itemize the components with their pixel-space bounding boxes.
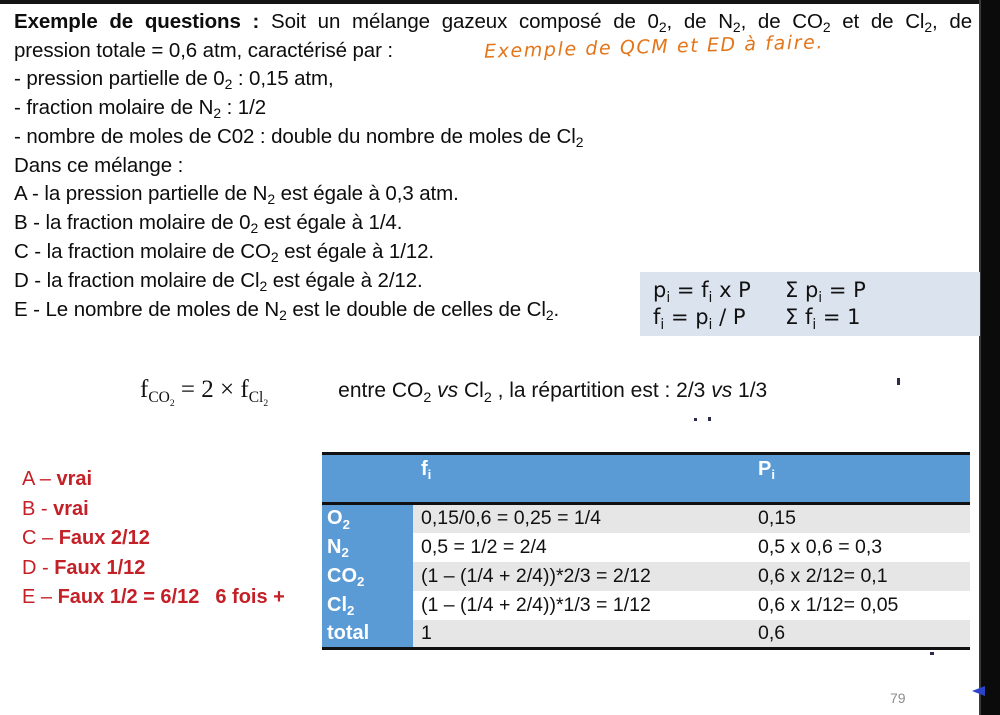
answer-item-d: D - Faux 1/12	[22, 556, 146, 579]
statement-line-6: Dans ce mélange :	[14, 154, 184, 177]
equation-fco2-equals-2-fcl2: $f_{CO_2} = 2 \times f_{Cl_2}$	[140, 376, 269, 409]
statement-line-4: - fraction molaire de $N_2$ : 1/2	[14, 96, 267, 122]
option-e: E - Le nombre de moles de $N_2$ est le double de celles de $Cl_2$.	[14, 298, 560, 324]
answer-item-b: B - vrai	[22, 497, 89, 520]
formula-pi-equals-fi-p: $p_i = f_i$ x P	[653, 278, 751, 306]
table-row	[322, 533, 970, 562]
cell-species: $O_2$	[322, 504, 413, 533]
cell-species: $N_2$	[322, 533, 413, 562]
page-number: 79	[890, 690, 906, 706]
formula-row-1	[653, 278, 866, 306]
cell-fi: 0,5 = 1/2 = 2/4	[413, 533, 750, 562]
answer-item-c: C – Faux 2/12	[22, 527, 150, 549]
statement-line-3: - pression partielle de $0_2$ : 0,15 atm,	[14, 67, 334, 93]
table-row	[322, 620, 970, 649]
table-row	[322, 562, 970, 591]
column-header-species	[322, 454, 413, 504]
statement-lead: Exemple de questions :	[14, 10, 260, 33]
handwritten-annotation: Exemple de QCM et ED à faire.	[483, 31, 825, 63]
option-d: D - la fraction molaire de $Cl_2$ est égale à 2/12.	[14, 269, 423, 295]
cell-species: $CO_2$	[322, 562, 413, 591]
option-c: C - la fraction molaire de $CO_2$ est égale à 1/12.	[14, 240, 434, 266]
answer-item-a: A – vrai	[22, 468, 93, 490]
statement-line-1: Exemple de questions : Soit un mélange gazeux composé de $0_2$, de $N_2$, de $CO_2$ et de $Cl_2$, de	[14, 10, 972, 36]
table-header-row	[322, 454, 970, 504]
option-b: B - la fraction molaire de $0_2$ est égale à 1/4.	[14, 211, 403, 237]
cell-fi: 1	[413, 620, 750, 649]
formula-box	[640, 272, 980, 336]
cursor-arrow-icon	[972, 686, 985, 696]
cell-pi: 0,5 x 0,6 = 0,3	[750, 533, 970, 562]
cell-pi: 0,15	[750, 504, 970, 533]
answer-item-e-note: 6 fois +	[215, 586, 285, 608]
cell-fi: (1 – (1/4 + 2/4))*1/3 = 1/12	[413, 591, 750, 620]
results-table	[322, 452, 970, 650]
ink-speck	[930, 652, 934, 655]
column-header-fi: $f_i$	[413, 454, 750, 504]
ink-speck	[708, 417, 711, 421]
cell-pi: 0,6	[750, 620, 970, 649]
cell-species: $Cl_2$	[322, 591, 413, 620]
ink-speck	[897, 378, 900, 385]
table-row	[322, 591, 970, 620]
top-border-strip	[0, 0, 1000, 4]
right-border-strip	[981, 0, 1000, 715]
cell-species: total	[322, 620, 413, 649]
cell-pi: 0,6 x 1/12= 0,05	[750, 591, 970, 620]
column-header-pi: $P_i$	[750, 454, 970, 504]
equation-explanation: entre $CO_2$ vs $Cl_2$ , la répartition est : 2/3 vs 1/3	[338, 379, 768, 406]
statement-line-5: - nombre de moles de C02 : double du nombre de moles de $Cl_2$	[14, 125, 584, 151]
cell-fi: (1 – (1/4 + 2/4))*2/3 = 2/12	[413, 562, 750, 591]
ink-speck	[694, 418, 697, 421]
equation-line	[140, 376, 768, 409]
statement-line-2: pression totale = 0,6 atm, caractérisé par :	[14, 39, 394, 62]
cell-pi: 0,6 x 2/12= 0,1	[750, 562, 970, 591]
option-a: A - la pression partielle de $N_2$ est égale à 0,3 atm.	[14, 182, 459, 208]
formula-fi-equals-pi-over-p: $f_i = p_i / P$	[653, 305, 746, 333]
answer-key	[22, 465, 285, 613]
cell-fi: 0,15/0,6 = 0,25 = 1/4	[413, 504, 750, 533]
table-row	[322, 504, 970, 533]
formula-sum-pi-equals-p: Σ $p_i = P$	[785, 278, 866, 306]
formula-sum-fi-equals-1: Σ $f_i = 1$	[785, 305, 861, 333]
answer-item-e: E – Faux 1/2 = 6/12 6 fois +	[22, 586, 285, 608]
formula-row-2	[653, 305, 861, 333]
